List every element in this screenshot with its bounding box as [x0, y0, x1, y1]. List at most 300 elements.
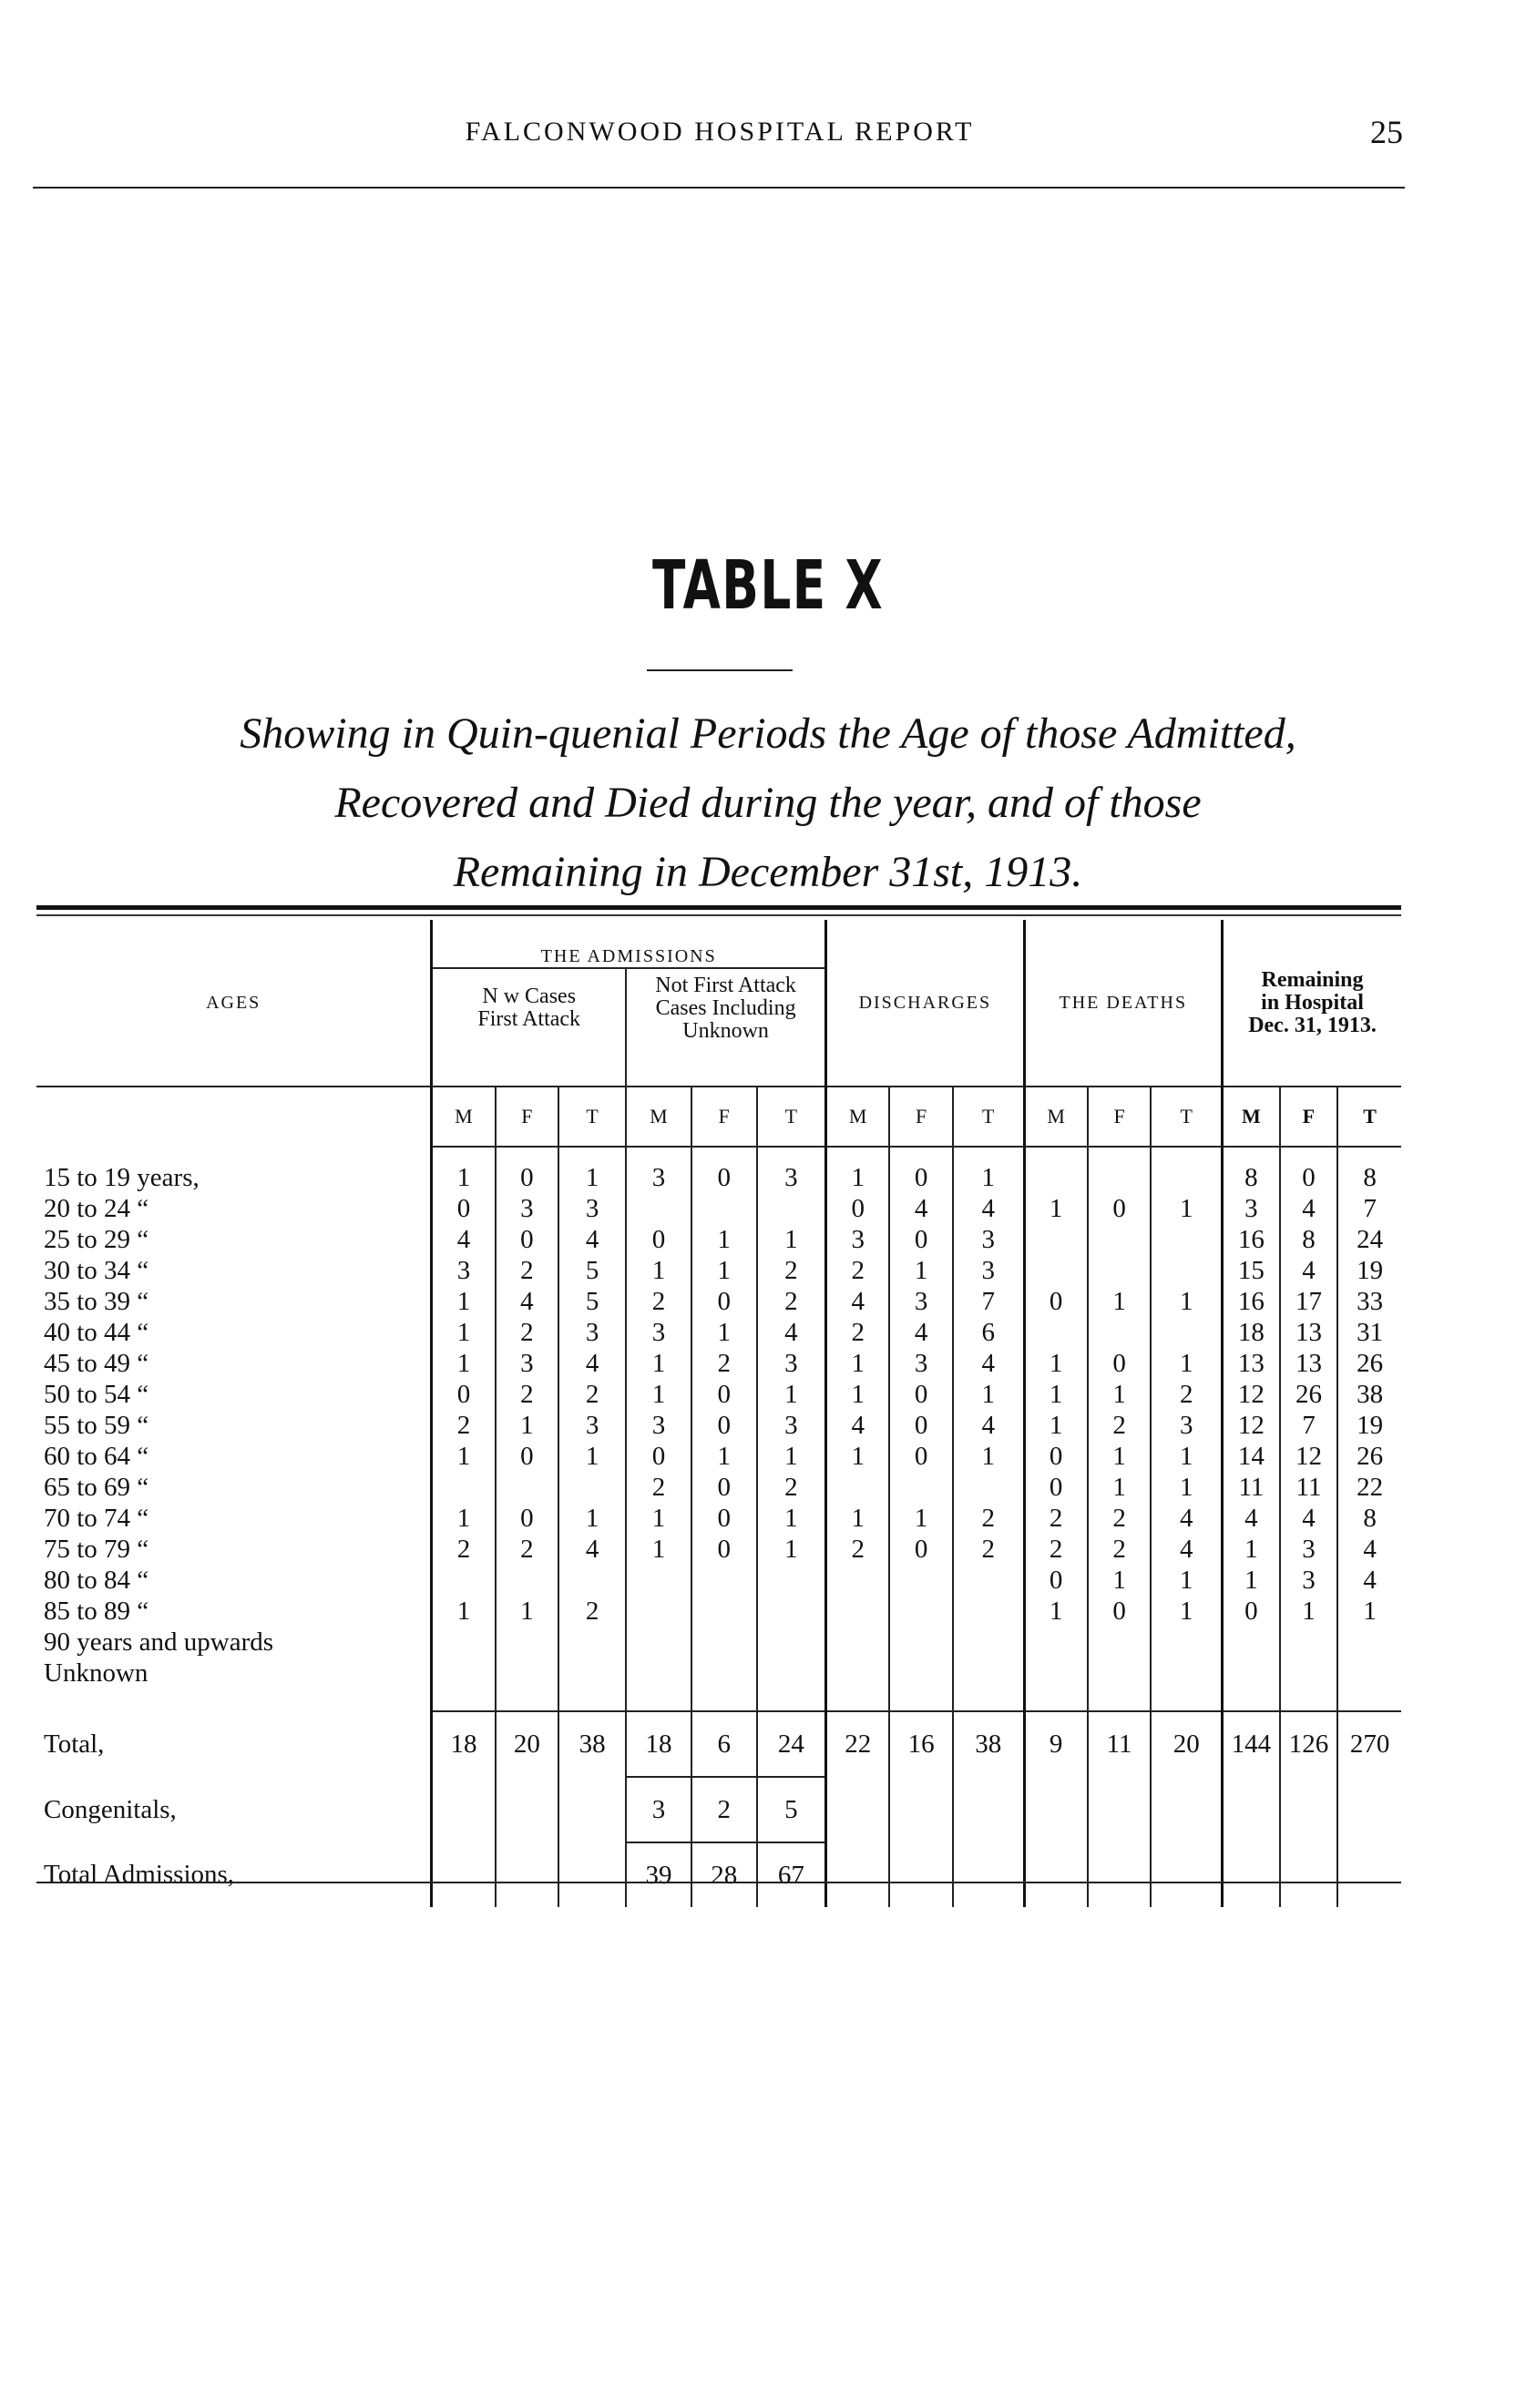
table-cell: 3 [757, 1348, 826, 1379]
subtitle-line-3: Remaining in December 31st, 1913. [453, 848, 1083, 896]
table-cell: 2 [558, 1379, 626, 1410]
table-cell: 7 [1337, 1193, 1401, 1224]
table-cell: 1 [432, 1503, 496, 1534]
table-cell: 1 [1151, 1472, 1222, 1503]
table-cell: 1 [691, 1317, 757, 1348]
footer-cell [1337, 1777, 1401, 1842]
footer-cell: 6 [691, 1711, 757, 1777]
table-cell: 3 [826, 1224, 890, 1255]
table-cell: 0 [432, 1193, 496, 1224]
table-cell: 1 [1024, 1193, 1088, 1224]
table-cell [691, 1627, 757, 1658]
title-rule [647, 669, 793, 671]
table-cell [953, 1658, 1024, 1689]
spacer-cell [889, 1689, 953, 1711]
table-cell: 1 [558, 1503, 626, 1534]
table-cell [1151, 1627, 1222, 1658]
table-cell: 1 [626, 1379, 691, 1410]
table-cell: 1 [757, 1441, 826, 1472]
new-cases-header-line: First Attack [477, 1007, 581, 1031]
spacer-cell [558, 1689, 626, 1711]
table-row [36, 1658, 1401, 1689]
not-first-attack-header [626, 968, 826, 1087]
footer-cell: 3 [626, 1777, 691, 1842]
table-cell: 5 [558, 1255, 626, 1286]
footer-row [36, 1711, 1401, 1777]
table-cell: 1 [889, 1255, 953, 1286]
table-cell: 4 [1337, 1534, 1401, 1565]
table-cell: 2 [757, 1286, 826, 1317]
table-cell: 26 [1337, 1348, 1401, 1379]
table-cell: 4 [826, 1286, 890, 1317]
table-cell: 3 [1280, 1534, 1337, 1565]
mft-label: T [558, 1087, 626, 1147]
spacer-cell [1223, 1147, 1280, 1162]
remaining-header-line: Remaining [1261, 967, 1364, 992]
table-cell [757, 1193, 826, 1224]
age-label: 75 to 79 “ [44, 1534, 149, 1564]
footer-cell [1151, 1842, 1222, 1907]
table-cell [626, 1193, 691, 1224]
table-cell: 4 [826, 1410, 890, 1441]
table-cell: 0 [1024, 1441, 1088, 1472]
table-cell: 0 [889, 1379, 953, 1410]
table-cell: 0 [691, 1503, 757, 1534]
spacer-cell [826, 1689, 890, 1711]
subtitle-line-2: Recovered and Died during the year, and of those [334, 779, 1202, 827]
header-rule [33, 187, 1405, 189]
table-cell: 1 [432, 1286, 496, 1317]
spacer-cell [36, 1689, 432, 1711]
table-cell: 2 [1024, 1534, 1088, 1565]
table-top-thin-rule [36, 914, 1401, 916]
table-row [36, 1627, 1401, 1658]
age-label: 40 to 44 “ [44, 1317, 149, 1347]
table-cell: 2 [432, 1534, 496, 1565]
spacer-cell [36, 1147, 432, 1162]
table-cell: 12 [1223, 1410, 1280, 1441]
table-cell: 1 [1088, 1379, 1152, 1410]
table-cell [1223, 1627, 1280, 1658]
table-cell: 0 [691, 1472, 757, 1503]
spacer-cell [953, 1147, 1024, 1162]
table-cell: 2 [757, 1255, 826, 1286]
table-cell: 3 [953, 1224, 1024, 1255]
footer-cell: 20 [496, 1711, 559, 1777]
table-cell: 1 [826, 1441, 890, 1472]
footer-cell [1151, 1777, 1222, 1842]
mft-label: F [496, 1087, 559, 1147]
table-cell: 3 [889, 1348, 953, 1379]
footer-cell: 144 [1223, 1711, 1280, 1777]
table-cell [496, 1565, 559, 1596]
footer-cell [432, 1842, 496, 1907]
table-cell [558, 1565, 626, 1596]
table-cell [826, 1596, 890, 1627]
mft-label: M [826, 1087, 890, 1147]
age-label: 65 to 69 “ [44, 1472, 149, 1502]
table-cell [1088, 1162, 1152, 1193]
spacer-cell [1088, 1689, 1152, 1711]
footer-cell: 11 [1088, 1711, 1152, 1777]
table-cell [496, 1627, 559, 1658]
table-cell: 1 [626, 1503, 691, 1534]
table-row [36, 1441, 1401, 1472]
table-cell: 4 [889, 1317, 953, 1348]
table-cell: 6 [953, 1317, 1024, 1348]
table-cell: 0 [496, 1503, 559, 1534]
footer-cell: 22 [826, 1711, 890, 1777]
table-cell [1151, 1224, 1222, 1255]
mft-label: T [757, 1087, 826, 1147]
table-cell [1280, 1627, 1337, 1658]
table-cell: 26 [1280, 1379, 1337, 1410]
table-cell: 1 [626, 1348, 691, 1379]
table-cell [889, 1565, 953, 1596]
footer-cell [1088, 1777, 1152, 1842]
table-cell: 1 [826, 1379, 890, 1410]
spacer-cell [496, 1147, 559, 1162]
table-cell: 3 [757, 1410, 826, 1441]
table-cell: 7 [1280, 1410, 1337, 1441]
table-cell: 4 [558, 1534, 626, 1565]
table-cell [1024, 1627, 1088, 1658]
age-label: 70 to 74 “ [44, 1503, 149, 1533]
table-cell [1088, 1317, 1152, 1348]
table-cell [1024, 1224, 1088, 1255]
table-cell: 4 [953, 1193, 1024, 1224]
footer-cell [496, 1842, 559, 1907]
table-cell: 1 [432, 1348, 496, 1379]
table-cell: 0 [1088, 1596, 1152, 1627]
spacer-cell [691, 1147, 757, 1162]
table-cell: 2 [432, 1410, 496, 1441]
table-cell [1151, 1162, 1222, 1193]
spacer-cell [826, 1147, 890, 1162]
table-cell: 1 [953, 1379, 1024, 1410]
table-cell: 2 [496, 1534, 559, 1565]
spacer-cell [1088, 1147, 1152, 1162]
table-cell [1223, 1658, 1280, 1689]
table-cell: 2 [826, 1317, 890, 1348]
table-cell: 2 [1088, 1534, 1152, 1565]
table-row [36, 1534, 1401, 1565]
table-cell: 1 [1088, 1441, 1152, 1472]
table-row [36, 1193, 1401, 1224]
table-row [36, 1565, 1401, 1596]
table-cell [626, 1658, 691, 1689]
table-cell [626, 1565, 691, 1596]
mft-label: F [691, 1087, 757, 1147]
table-cell: 1 [889, 1503, 953, 1534]
table-cell: 0 [1088, 1348, 1152, 1379]
table-row [36, 1255, 1401, 1286]
footer-cell: 9 [1024, 1711, 1088, 1777]
table-cell: 1 [757, 1503, 826, 1534]
page-number: 25 [1370, 114, 1403, 150]
spacer-cell [953, 1689, 1024, 1711]
footer-cell [1280, 1777, 1337, 1842]
table-row [36, 1348, 1401, 1379]
table-cell: 2 [953, 1534, 1024, 1565]
table-cell: 5 [558, 1286, 626, 1317]
remaining-header-line: Dec. 31, 1913. [1248, 1013, 1377, 1037]
table-cell: 18 [1223, 1317, 1280, 1348]
table-cell: 1 [953, 1162, 1024, 1193]
spacer-cell [626, 1689, 691, 1711]
table-cell: 4 [1280, 1193, 1337, 1224]
table-cell: 22 [1337, 1472, 1401, 1503]
discharges-header: DISCHARGES [826, 920, 1024, 1087]
table-cell: 3 [496, 1348, 559, 1379]
table-cell: 0 [826, 1193, 890, 1224]
table-row [36, 1286, 1401, 1317]
footer-cell [1223, 1842, 1280, 1907]
table-cell: 15 [1223, 1255, 1280, 1286]
table-cell: 1 [1024, 1379, 1088, 1410]
table-cell [1088, 1224, 1152, 1255]
table-cell [1024, 1162, 1088, 1193]
mft-label: M [1024, 1087, 1088, 1147]
table-cell [889, 1658, 953, 1689]
footer-row [36, 1842, 1401, 1907]
header-row-groups [36, 920, 1401, 968]
footer-cell [496, 1777, 559, 1842]
table-cell: 4 [953, 1410, 1024, 1441]
age-label: 85 to 89 “ [44, 1596, 149, 1626]
table-title: TABLE X [651, 546, 885, 625]
spacer-cell [1223, 1689, 1280, 1711]
table-cell [1151, 1255, 1222, 1286]
mft-label: F [1088, 1087, 1152, 1147]
table-cell [432, 1472, 496, 1503]
footer-cell: 18 [432, 1711, 496, 1777]
table-cell: 1 [626, 1255, 691, 1286]
table-cell: 19 [1337, 1410, 1401, 1441]
footer-cell [889, 1842, 953, 1907]
table-cell [1337, 1627, 1401, 1658]
age-label: 90 years and upwards [44, 1627, 274, 1657]
table-cell: 1 [1024, 1348, 1088, 1379]
spacer-cell [432, 1689, 496, 1711]
ages-header: AGES [206, 993, 261, 1013]
table-cell: 3 [626, 1317, 691, 1348]
table-cell: 3 [432, 1255, 496, 1286]
table-cell: 3 [558, 1410, 626, 1441]
age-label: 80 to 84 “ [44, 1565, 149, 1595]
table-cell [432, 1565, 496, 1596]
table-cell: 1 [558, 1162, 626, 1193]
table-row [36, 1379, 1401, 1410]
footer-label: Total, [44, 1729, 105, 1759]
table-row [36, 1410, 1401, 1441]
table-cell: 1 [691, 1224, 757, 1255]
table-cell [558, 1627, 626, 1658]
footer-cell: 38 [558, 1711, 626, 1777]
table-cell [889, 1596, 953, 1627]
table-cell: 0 [496, 1162, 559, 1193]
table-cell: 26 [1337, 1441, 1401, 1472]
table-cell: 1 [1151, 1348, 1222, 1379]
table-cell: 4 [558, 1224, 626, 1255]
footer-cell: 2 [691, 1777, 757, 1842]
table-cell: 11 [1223, 1472, 1280, 1503]
table-cell: 1 [691, 1255, 757, 1286]
spacer-cell [496, 1689, 559, 1711]
footer-cell: 16 [889, 1711, 953, 1777]
table-cell [1024, 1658, 1088, 1689]
spacer-row [36, 1689, 1401, 1711]
footer-cell: 5 [757, 1777, 826, 1842]
footer-cell: 28 [691, 1842, 757, 1907]
table-cell [826, 1472, 890, 1503]
table-cell: 1 [757, 1534, 826, 1565]
footer-cell: 24 [757, 1711, 826, 1777]
table-cell: 0 [889, 1224, 953, 1255]
table-cell: 3 [558, 1193, 626, 1224]
table-cell: 3 [1151, 1410, 1222, 1441]
table-row [36, 1472, 1401, 1503]
table-cell: 2 [757, 1472, 826, 1503]
remaining-header-line: in Hospital [1261, 990, 1364, 1015]
table-cell: 2 [826, 1534, 890, 1565]
mft-label: M [432, 1087, 496, 1147]
table-cell: 0 [691, 1286, 757, 1317]
footer-cell [953, 1777, 1024, 1842]
spacer-cell [1337, 1689, 1401, 1711]
table-cell: 0 [889, 1534, 953, 1565]
spacer-cell [1024, 1147, 1088, 1162]
spacer-cell [1280, 1689, 1337, 1711]
mft-blank-cell [36, 1087, 432, 1147]
table-cell: 13 [1280, 1348, 1337, 1379]
table-cell: 4 [496, 1286, 559, 1317]
not-first-header-line: Not First Attack [655, 974, 796, 997]
age-label: 50 to 54 “ [44, 1379, 149, 1409]
footer-cell [432, 1777, 496, 1842]
table-cell: 12 [1280, 1441, 1337, 1472]
table-cell: 3 [1280, 1565, 1337, 1596]
new-cases-header [432, 968, 626, 1087]
table-cell: 0 [626, 1441, 691, 1472]
spacer-cell [1024, 1689, 1088, 1711]
table-cell: 12 [1223, 1379, 1280, 1410]
table-cell [953, 1472, 1024, 1503]
table-cell: 4 [1151, 1503, 1222, 1534]
table-cell [953, 1565, 1024, 1596]
spacer-cell [432, 1147, 496, 1162]
table-cell [953, 1627, 1024, 1658]
footer-label: Total Admissions, [44, 1860, 235, 1889]
table-cell [691, 1565, 757, 1596]
table-cell: 24 [1337, 1224, 1401, 1255]
table-cell: 1 [432, 1441, 496, 1472]
table-cell: 33 [1337, 1286, 1401, 1317]
table-cell: 2 [496, 1255, 559, 1286]
table-subtitle [0, 699, 1536, 907]
table-cell: 2 [1088, 1503, 1152, 1534]
footer-cell [1337, 1842, 1401, 1907]
table-cell: 0 [1088, 1193, 1152, 1224]
table-cell: 4 [953, 1348, 1024, 1379]
footer-cell: 126 [1280, 1711, 1337, 1777]
table-cell: 3 [757, 1162, 826, 1193]
table-cell: 1 [1151, 1596, 1222, 1627]
table-cell: 8 [1337, 1503, 1401, 1534]
table-cell [432, 1627, 496, 1658]
table-cell: 1 [1151, 1286, 1222, 1317]
table-cell: 1 [826, 1348, 890, 1379]
mft-label: T [953, 1087, 1024, 1147]
table-cell: 0 [889, 1410, 953, 1441]
footer-cell [1024, 1777, 1088, 1842]
table-bottom-rule [36, 1882, 1401, 1883]
table-cell: 13 [1280, 1317, 1337, 1348]
age-label: 15 to 19 years, [44, 1162, 200, 1192]
age-label: 20 to 24 “ [44, 1193, 149, 1223]
footer-cell [953, 1842, 1024, 1907]
table-cell [757, 1565, 826, 1596]
table-cell: 4 [1337, 1565, 1401, 1596]
spacer-cell [558, 1147, 626, 1162]
table-cell: 3 [626, 1410, 691, 1441]
table-cell: 0 [1223, 1596, 1280, 1627]
footer-cell [889, 1777, 953, 1842]
remaining-header [1223, 920, 1401, 1087]
footer-cell [558, 1777, 626, 1842]
running-head [36, 114, 1403, 153]
mft-label: T [1151, 1087, 1222, 1147]
table-cell: 4 [432, 1224, 496, 1255]
table-cell: 4 [889, 1193, 953, 1224]
footer-row [36, 1777, 1401, 1842]
age-label: 25 to 29 “ [44, 1224, 149, 1254]
table-cell: 2 [626, 1286, 691, 1317]
table-cell: 3 [953, 1255, 1024, 1286]
table-cell: 2 [496, 1379, 559, 1410]
footer-cell [1088, 1842, 1152, 1907]
table-cell [826, 1658, 890, 1689]
table-cell: 19 [1337, 1255, 1401, 1286]
age-label: Unknown [44, 1658, 148, 1688]
mft-label: F [1280, 1087, 1337, 1147]
table-cell [889, 1627, 953, 1658]
table-cell: 1 [1088, 1565, 1152, 1596]
table-cell: 1 [496, 1596, 559, 1627]
spacer-cell [1151, 1689, 1222, 1711]
table-cell: 1 [1223, 1534, 1280, 1565]
table-cell: 0 [1024, 1286, 1088, 1317]
table-cell: 1 [826, 1162, 890, 1193]
footer-cell [1223, 1777, 1280, 1842]
table-cell: 2 [1088, 1410, 1152, 1441]
table-cell: 2 [691, 1348, 757, 1379]
table-cell: 1 [757, 1224, 826, 1255]
table-cell [558, 1658, 626, 1689]
mft-label: M [626, 1087, 691, 1147]
table-cell: 0 [1024, 1565, 1088, 1596]
table-cell: 8 [1337, 1162, 1401, 1193]
age-label: 45 to 49 “ [44, 1348, 149, 1378]
table-row [36, 1317, 1401, 1348]
table-cell: 8 [1223, 1162, 1280, 1193]
table-cell [626, 1627, 691, 1658]
table-cell: 0 [691, 1534, 757, 1565]
table-cell [626, 1596, 691, 1627]
table-cell [1337, 1658, 1401, 1689]
table-cell: 0 [889, 1162, 953, 1193]
table-cell: 1 [432, 1317, 496, 1348]
